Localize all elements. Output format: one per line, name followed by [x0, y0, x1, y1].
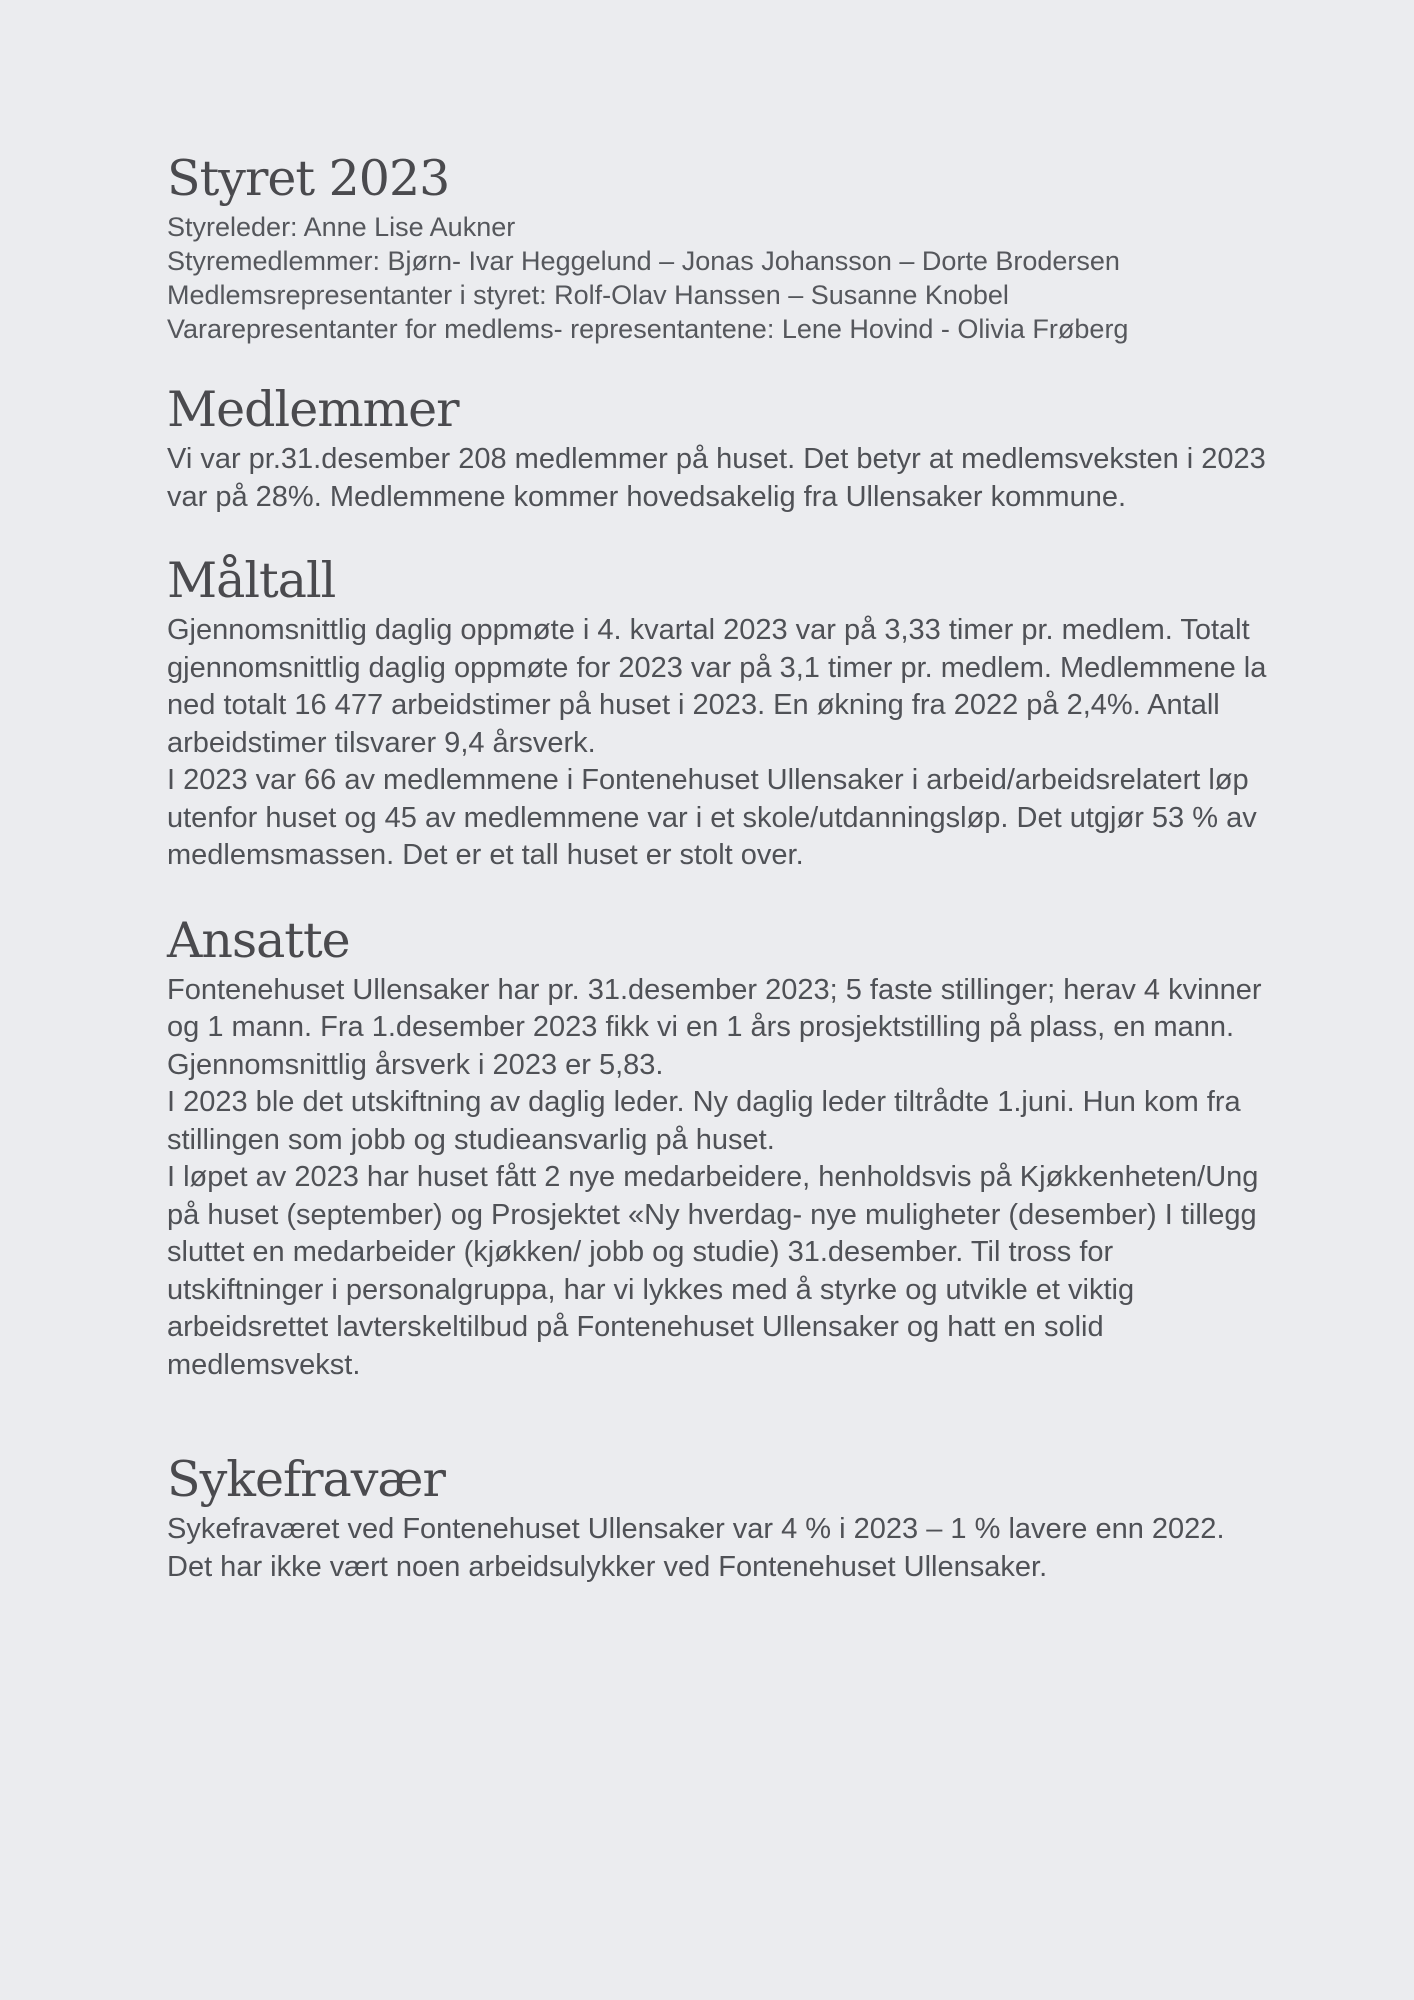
section-title-maltall: Måltall: [167, 552, 336, 609]
section-ansatte: [167, 912, 1277, 1385]
section-title-ansatte: Ansatte: [167, 911, 350, 969]
section-medlemmer: [167, 381, 1277, 516]
sykefravaer-paragraph: Sykefraværet ved Fontenehuset Ullensaker var 4 % i 2023 – 1 % lavere enn 2022. Det har ikke vært noen arbeidsulykker ved Fontenehuset Ullensaker.: [167, 1513, 1225, 1583]
ansatte-paragraph-1: Fontenehuset Ullensaker har pr. 31.desember 2023; 5 faste stillinger; herav 4 kvinner og 1 mann. Fra 1.desember 2023 fikk vi en 1 års prosjektstilling på plass, en mann. Gjennomsnittlig årsverk i 2023 er 5,83.: [167, 973, 1262, 1081]
medlemmer-paragraph: Vi var pr.31.desember 208 medlemmer på huset. Det betyr at medlemsveksten i 2023 var på 28%. Medlemmene kommer hovedsakelig fra Ullensaker kommune.: [167, 443, 1266, 513]
maltall-paragraph-1: Gjennomsnittlig daglig oppmøte i 4. kvartal 2023 var på 3,33 timer pr. medlem. Totalt gjennomsnittlig daglig oppmøte for 2023 var på 3,1 timer pr. medlem. Medlemmene la ned totalt 16 477 arbeidstimer på huset i 2023. En økning fra 2022 på 2,4%. Antall arbeidstimer tilsvarer 9,4 årsverk.: [167, 614, 1267, 759]
section-title-sykefravaer: Sykefravær: [167, 1451, 445, 1508]
maltall-paragraph-2: I 2023 var 66 av medlemmene i Fontenehuset Ullensaker i arbeid/arbeidsrelatert løp utenfor huset og 45 av medlemmene var i et skole/utdanningsløp. Det utgjør 53 % av medlemsmassen. Det er et tall huset er stolt over.: [167, 764, 1257, 871]
section-title-styret: Styret 2023: [167, 150, 450, 207]
styret-line-vararepresentanter: Vararepresentanter for medlems- representantene: Lene Hovind - Olivia Frøberg: [167, 314, 1129, 344]
ansatte-paragraph-3: I løpet av 2023 har huset fått 2 nye medarbeidere, henholdsvis på Kjøkkenheten/Ung på huset (september) og Prosjektet «Ny hverdag- nye muligheter (desember) I tillegg sluttet en medarbeider (kjøkken/ jobb og studie) 31.desember. Til tross for utskiftninger i personalgruppa, har vi lykkes med å styrke og utvikle et viktig arbeidsrettet lavterskeltilbud på Fontenehuset Ullensaker og hatt en solid medlemsvekst.: [167, 1161, 1259, 1381]
ansatte-paragraph-2: I 2023 ble det utskiftning av daglig leder. Ny daglig leder tiltrådte 1.juni. Hun kom fra stillingen som jobb og studieansvarlig på huset.: [167, 1086, 1241, 1156]
section-title-medlemmer: Medlemmer: [167, 381, 459, 438]
document-page: [167, 150, 1277, 1586]
section-styret: [167, 150, 1277, 346]
styret-line-medlemsrepresentanter: Medlemsrepresentanter i styret: Rolf-Olav Hanssen – Susanne Knobel: [167, 280, 1009, 310]
styret-line-styreleder: Styreleder: Anne Lise Aukner: [167, 212, 516, 242]
styret-lines: [167, 210, 1277, 346]
styret-line-styremedlemmer: Styremedlemmer: Bjørn- Ivar Heggelund – Jonas Johansson – Dorte Brodersen: [167, 246, 1120, 276]
section-maltall: [167, 552, 1277, 875]
section-sykefravaer: [167, 1451, 1277, 1586]
